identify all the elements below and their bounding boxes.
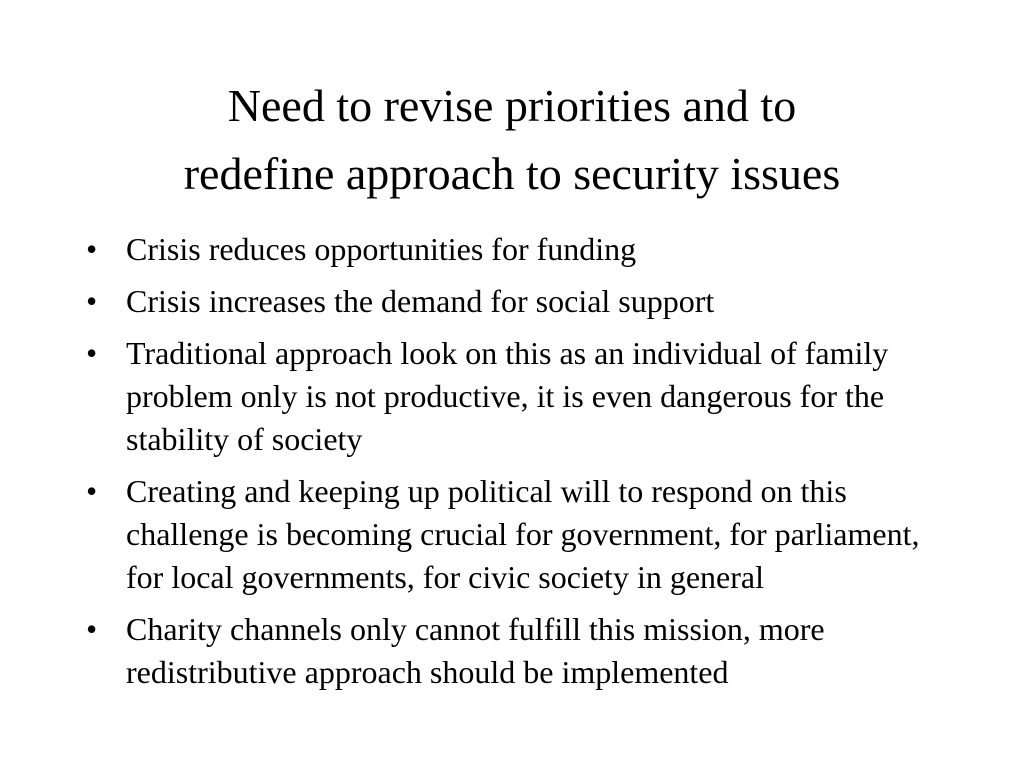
- bullet-text: Creating and keeping up political will to respond on this challenge is becoming crucial for government, for parliament, for local governments, for civic society in general: [126, 473, 920, 595]
- bullet-item-political-will: [86, 470, 956, 599]
- bullet-icon: •: [86, 611, 98, 647]
- bullet-text: Crisis reduces opportunities for funding: [126, 231, 637, 267]
- bullet-item-traditional-approach: [86, 332, 956, 461]
- slide-title-line-2: redefine approach to security issues: [183, 148, 841, 199]
- bullet-text: Crisis increases the demand for social support: [126, 283, 715, 319]
- bullet-icon: •: [86, 335, 98, 371]
- slide-title-line-1: Need to revise priorities and to: [227, 80, 797, 131]
- bullet-icon: •: [86, 473, 98, 509]
- bullet-item-social-support: [86, 280, 956, 323]
- bullet-text: Charity channels only cannot fulfill this mission, more redistributive approach should be implemented: [126, 611, 825, 690]
- slide-title: [60, 72, 964, 208]
- bullet-item-charity-channels: [86, 608, 956, 694]
- bullet-list: [86, 228, 956, 703]
- bullet-icon: •: [86, 283, 98, 319]
- bullet-text: Traditional approach look on this as an individual of family problem only is not productive, it is even dangerous for the stability of society: [126, 335, 889, 457]
- bullet-icon: •: [86, 231, 98, 267]
- bullet-item-funding: [86, 228, 956, 271]
